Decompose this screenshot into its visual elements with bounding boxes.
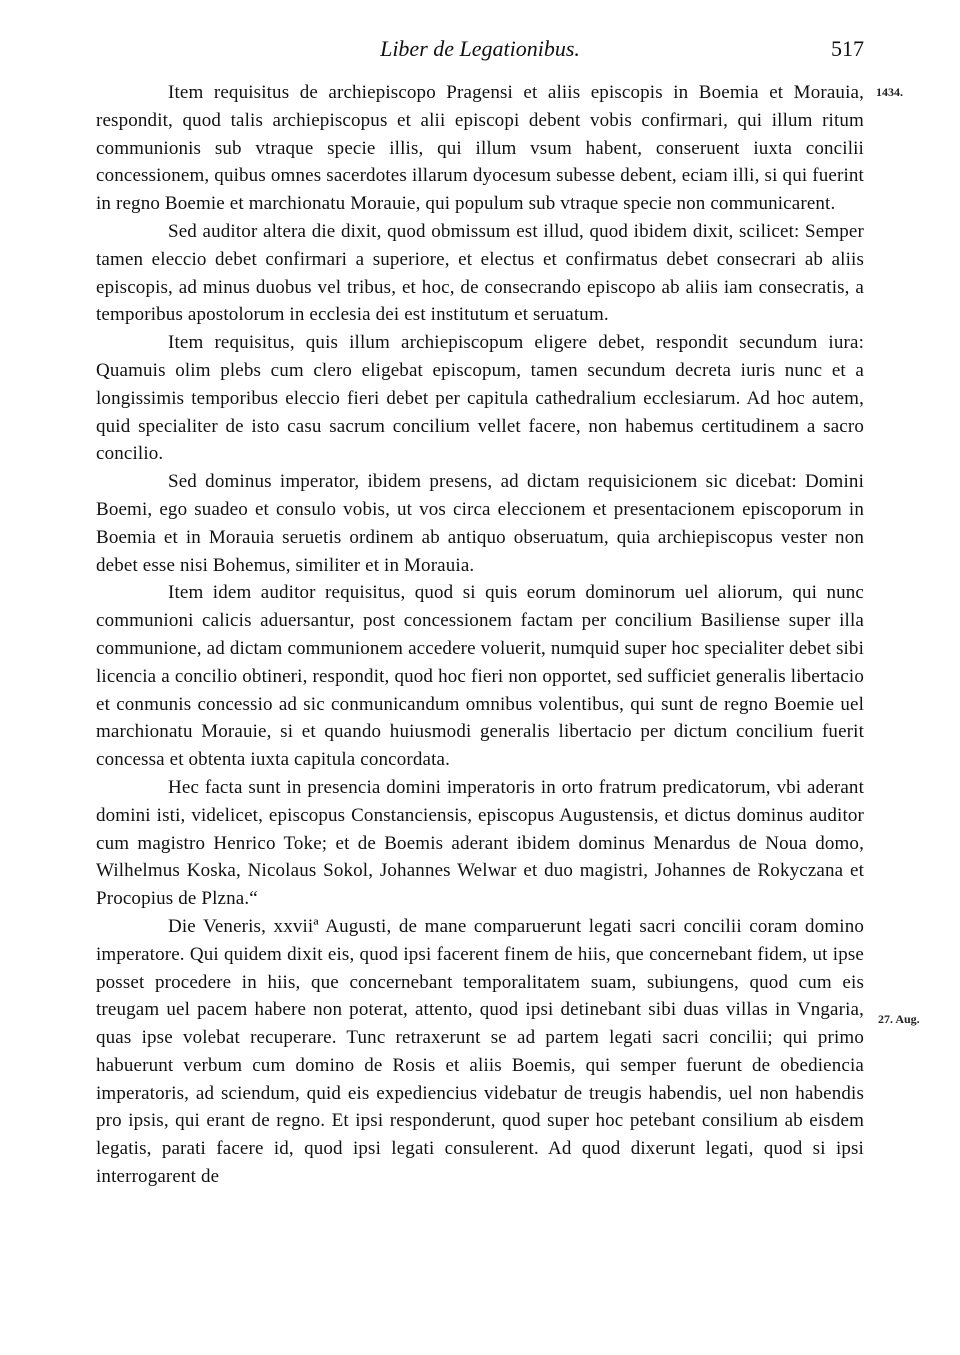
page-number: 517 — [831, 36, 864, 61]
page-header — [96, 36, 864, 66]
margin-note-date: 27. Aug. — [878, 1012, 920, 1026]
margin-note-year: 1434. — [876, 85, 903, 99]
paragraph: Sed auditor altera die dixit, quod obmissum est illud, quod ibidem dixit, scilicet: Semper tamen eleccio debet confirmari a superiore, et electus et confirmatus debet consecrari ab aliis episcopis, ad minus duobus vel tribus, et hoc, de consecrando episcopo ab aliis iam consecratis, a temporibus apostolorum in ecclesia dei est institutum et seruatum. — [96, 220, 864, 326]
paragraph: Die Veneris, xxviiª Augusti, de mane comparuerunt legati sacri concilii coram domino imperatore. Qui quidem dixit eis, quod ipsi facerent finem de hiis, que concernebant fidem, ut ipse posset procedere in hiis, que concernebant temporalitatem suam, subiungens, quod cum eis treugam uel pacem habere non poterat, attento, quod ipsi detinebant sibi duas villas in Vngaria, quas ipse volebat recuperare. Tunc retraxerunt se ad partem legati sacri concilii; qui primo habuerunt verbum cum domino de Rosis et aliis Boemis, qui semper fuerunt de obediencia imperatoris, ad sciendum, quid eis expediencius videbatur de treugis habendis, uel non habendis pro ipsis, qui erant de regno. Et ipsi responderunt, quod super hoc petebant consilium ab eisdem legatis, parati facere id, quod ipsi legati consulerent. Ad quod dixerunt legati, quod si ipsi interrogarent de — [96, 915, 864, 1188]
running-title: Liber de Legationibus. — [380, 36, 580, 61]
paragraph: Item requisitus, quis illum archiepiscopum eligere debet, respondit secundum iura: Quamuis olim plebs cum clero eligebat episcopum, tamen secundum decreta iuris nunc et a longissimis temporibus eleccio fieri debet per capitula cathedralium ecclesiarum. Ad hoc autem, quid specialiter de isto casu sacrum concilium vellet facere, non habemus certitudinem a sacro concilio. — [96, 332, 864, 465]
paragraph: Item requisitus de archiepiscopo Pragensi et aliis episcopis in Boemia et Morauia, respondit, quod talis archiepiscopus et alii episcopi debent vobis confirmari, qui illum ritum communionis sub vtraque specie illis, qui illum vsum habent, conseruent iuxta concilii concessionem, quibus omnes sacerdotes illarum dyocesum subesse debent, eciam illi, si qui fuerint in regno Boemie et marchionatu Morauie, qui populum sub vtraque specie non communicarent. — [96, 82, 864, 215]
body-text — [96, 79, 864, 1191]
paragraph: Item idem auditor requisitus, quod si quis eorum dominorum uel aliorum, qui nunc communioni calicis aduersantur, post concessionem factam per concilium Basiliense super illa communione, ad dictam communionem accedere voluerit, numquid super hoc specialiter debet sibi licencia a concilio obtineri, respondit, quod hoc fieri non opportet, sed sufficiet generalis libertacio et conmunis concessio ad sic conmunicandum omnibus volentibus, qui sunt de regno Boemie uel marchionatu Morauie, si et quando huiusmodi generalis libertacio per dictum concilium fuerit concessa et obtenta iuxta capitula concordata. — [96, 582, 864, 771]
paragraph: Sed dominus imperator, ibidem presens, ad dictam requisicionem sic dicebat: Domini Boemi, ego suadeo et consulo vobis, ut vos circa eleccionem et presentacionem episcoporum in Boemia et in Morauia seruetis ordinem ab antiquo obseruatum, quia archiepiscopus vester non debet esse nisi Bohemus, similiter et in Morauia. — [96, 471, 864, 576]
paragraph: Hec facta sunt in presencia domini imperatoris in orto fratrum predicatorum, vbi aderant domini isti, videlicet, episcopus Constanciensis, episcopus Augustensis, et dictus dominus auditor cum magistro Henrico Toke; et de Boemis aderant ibidem dominus Menardus de Noua domo, Wilhelmus Koska, Nicolaus Sokol, Johannes Welwar et duo magistri, Johannes de Rokyczana et Procopius de Plzna.“ — [96, 776, 864, 910]
